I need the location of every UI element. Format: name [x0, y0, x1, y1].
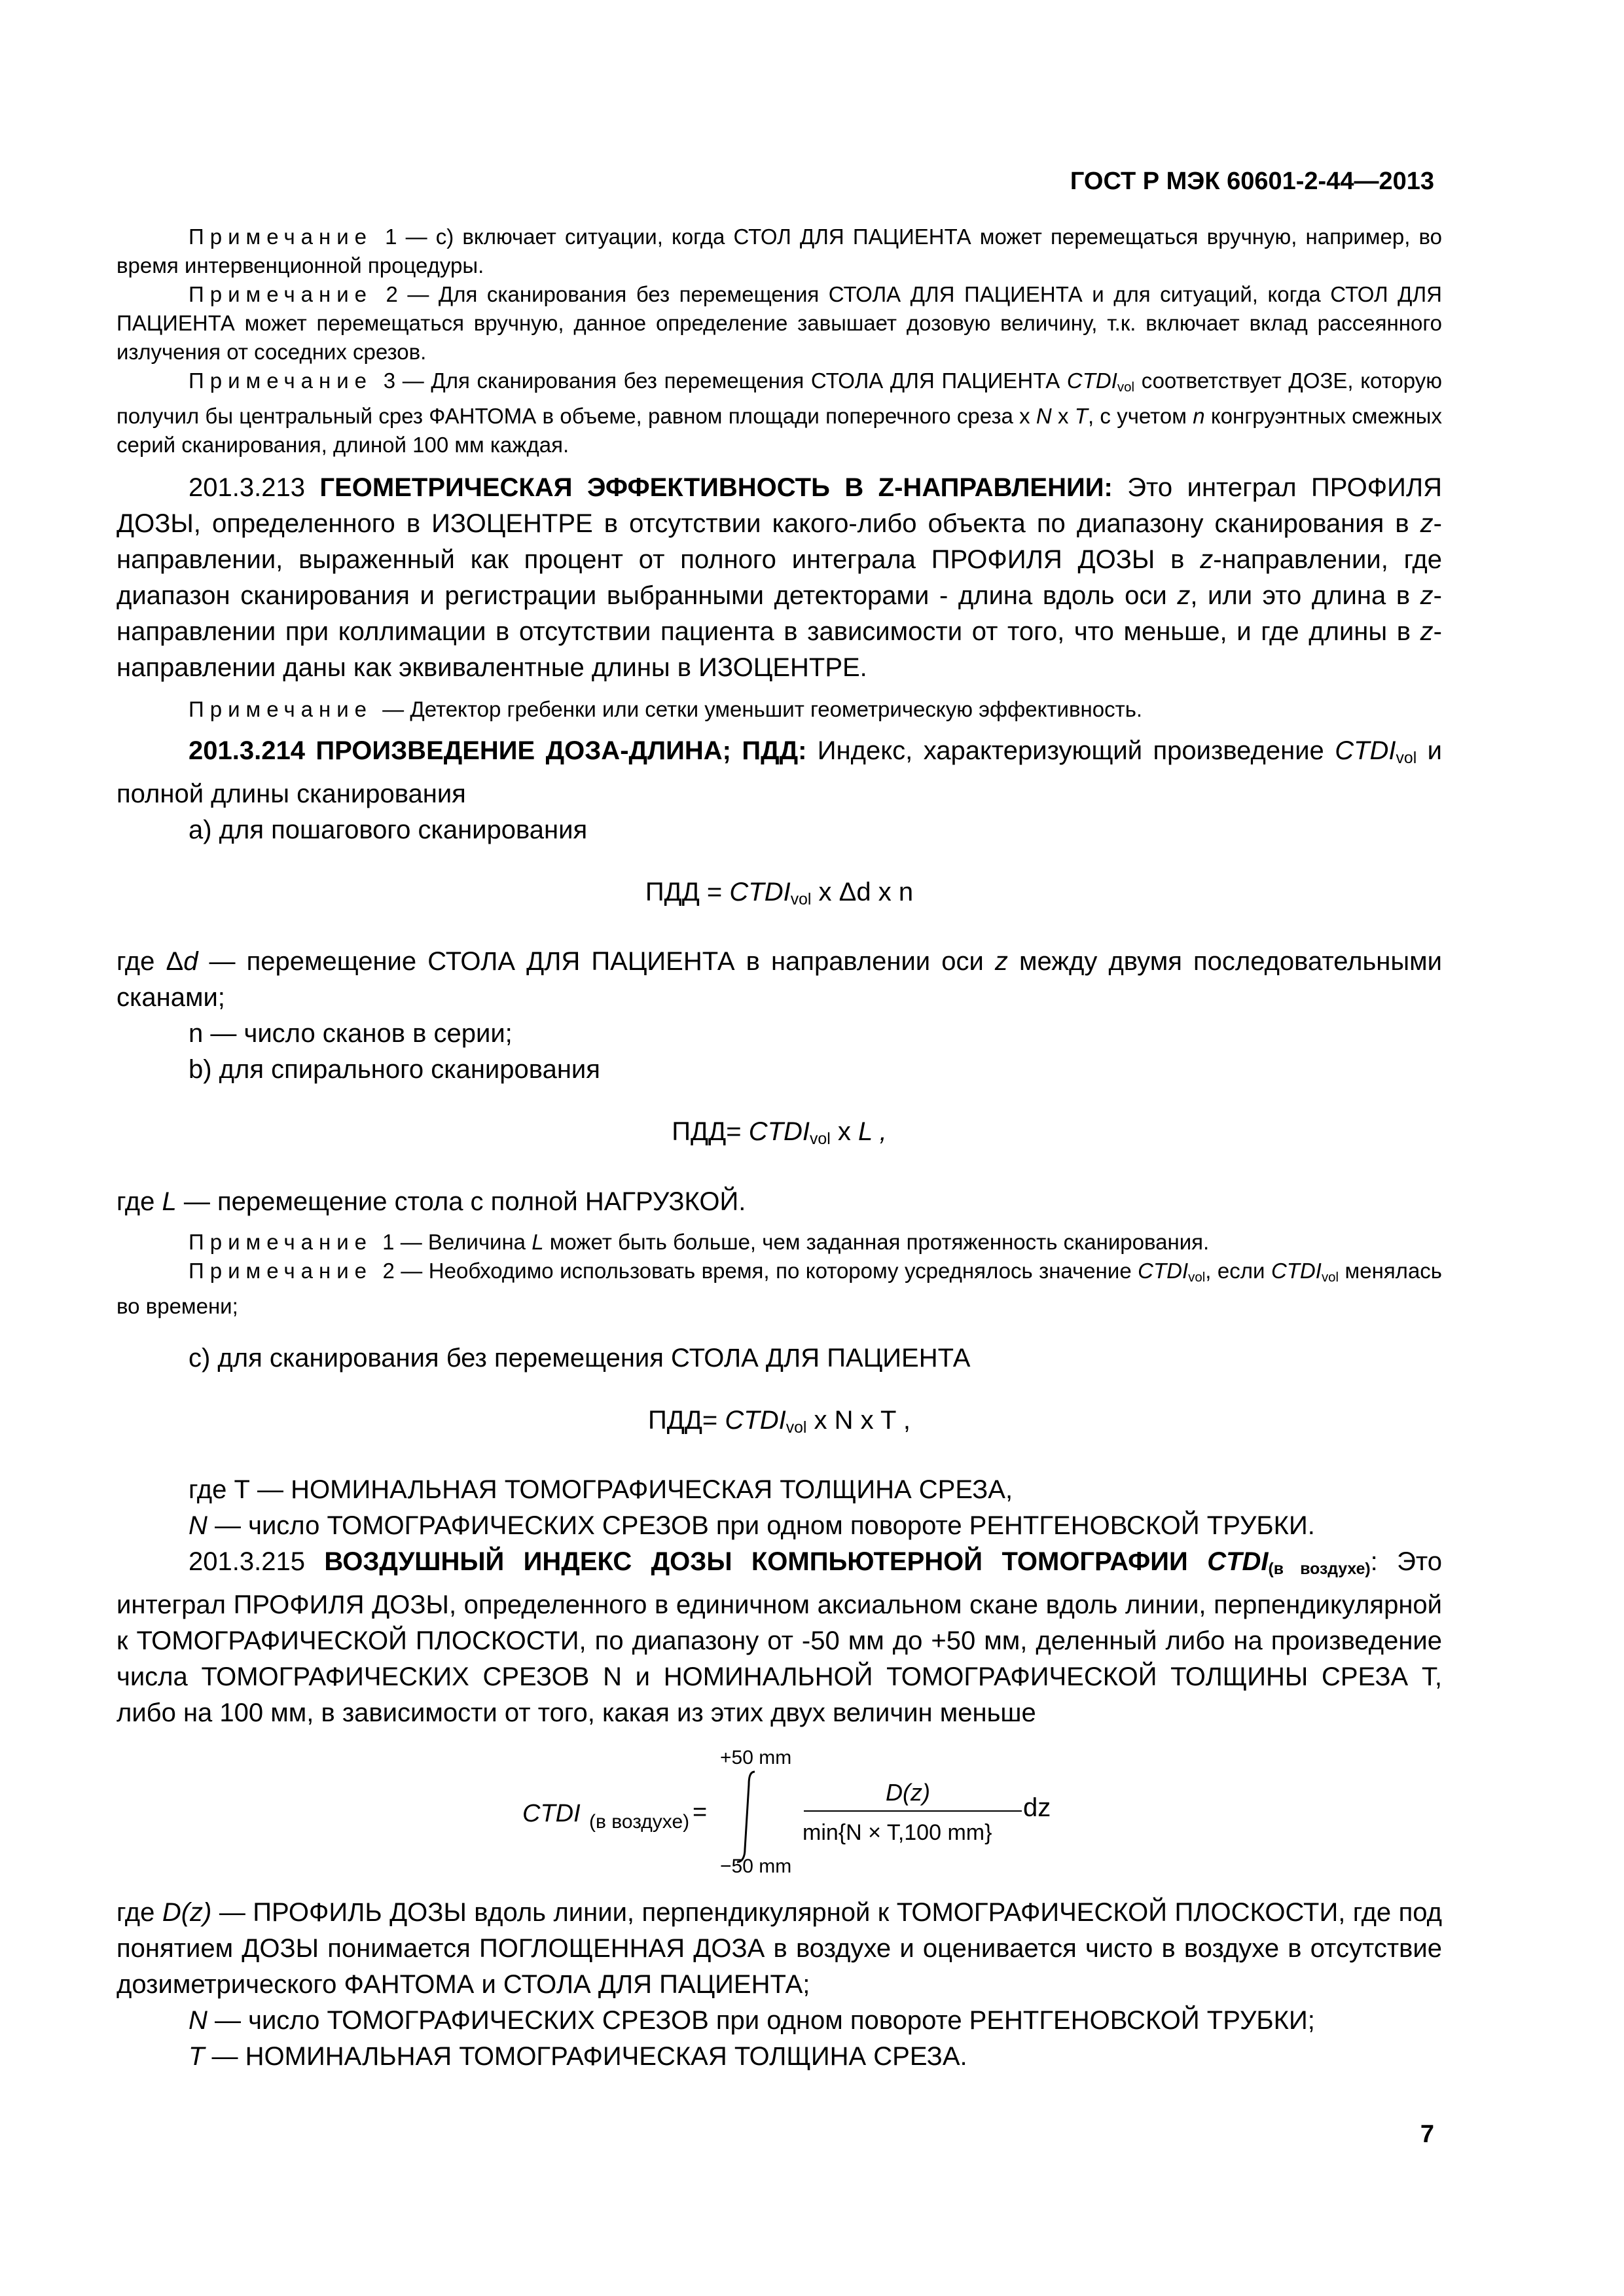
- where-N2: N — число ТОМОГРАФИЧЕСКИХ СРЕЗОВ при одном повороте РЕНТГЕНОВСКОЙ ТРУБКИ;: [189, 2006, 1315, 2036]
- where-Dz: где D(z) — ПРОФИЛЬ ДОЗЫ вдоль линии, перпендикулярной к ТОМОГРАФИЧЕСКОЙ ПЛОСКОСТИ, где под понятием ДОЗЫ понимается ПОГЛОЩЕННАЯ ДОЗА в воздухе и оценивается чисто в воздухе в отсутствие дозиметрического ФАНТОМА и СТОЛА ДЛЯ ПАЦИЕНТА;: [117, 1898, 1442, 2000]
- equals-sign: =: [693, 1799, 708, 1827]
- note-2: Примечание 2 — Для сканирования без перемещения СТОЛА ДЛЯ ПАЦИЕНТА и для ситуаций, когда СТОЛ ДЛЯ ПАЦИЕНТА может перемещаться вручную, данное определение завышает дозовую величину, т.к. включает вклад рассеянного излучения от соседних срезов.: [117, 282, 1442, 364]
- note-214-1: Примечание 1 — Величина L может быть больше, чем заданная протяженность сканирования.: [189, 1229, 1210, 1254]
- ctdi-symbol: CTDI: [522, 1800, 581, 1828]
- where-N: N — число ТОМОГРАФИЧЕСКИХ СРЕЗОВ при одном повороте РЕНТГЕНОВСКОЙ ТРУБКИ.: [189, 1511, 1315, 1540]
- formula-2: $ПДД= CTDI_{vol}$ x L ,: [672, 1117, 887, 1149]
- section-213: 201.3.213 ГЕОМЕТРИЧЕСКАЯ ЭФФЕКТИВНОСТЬ В Z-НАПРАВЛЕНИИ: Это интеграл ПРОФИЛЯ ДОЗЫ, определенного в ИЗОЦЕНТРЕ в отсутствии какого-либо объекта по диапазону сканирования в z-направлении, выраженный как процент от полного интеграла ПРОФИЛЯ ДОЗЫ в z-направлении, где диапазон сканирования и регистрации выбранными детекторами - длина вдоль оси z, или это длина в z-направлении при коллимации в отсутствии пациента в зависимости от того, что меньше, и где длины в z-направлении даны как эквивалентные длины в ИЗОЦЕНТРЕ.: [117, 473, 1443, 683]
- section-title: ВОЗДУШНЫЙ ИНДЕКС ДОЗЫ КОМПЬЮТЕРНОЙ ТОМОГРАФИИ: [324, 1547, 1208, 1576]
- ctdi-subscript: (в воздухе): [589, 1811, 690, 1833]
- where-T2: T — НОМИНАЛЬНАЯ ТОМОГРАФИЧЕСКАЯ ТОЛЩИНА СРЕЗА.: [189, 2042, 967, 2072]
- where-L: где L — перемещение стола с полной НАГРУЗКОЙ.: [117, 1187, 746, 1216]
- where-n: n — число сканов в серии;: [189, 1019, 513, 1049]
- note-1: Примечание 1 — с) включает ситуации, когда СТОЛ ДЛЯ ПАЦИЕНТА может перемещаться вручную, например, во время интервенционной процедуры.: [117, 224, 1442, 278]
- note-label: Примечание: [189, 282, 373, 306]
- upper-limit: +50 mm: [720, 1747, 792, 1769]
- lower-limit: −50 mm: [720, 1856, 792, 1876]
- numerator: D(z): [886, 1779, 930, 1806]
- denominator: min{N × T,100 mm}: [803, 1820, 992, 1846]
- formula-1: ПДД = $CTDI_{vol}$ x Δd x n: [645, 878, 914, 909]
- note-label: Примечание: [189, 1229, 373, 1254]
- note-label: Примечание: [189, 697, 373, 722]
- section-title: 201.3.214 ПРОИЗВЕДЕНИЕ ДОЗА-ДЛИНА; ПДД:: [189, 736, 807, 766]
- page-number: 7: [1420, 2121, 1434, 2148]
- note-label: Примечание: [189, 368, 373, 393]
- note-label: Примечание: [189, 1258, 373, 1283]
- item-b: b) для спирального сканирования: [189, 1055, 600, 1085]
- section-title: ГЕОМЕТРИЧЕСКАЯ ЭФФЕКТИВНОСТЬ В Z-НАПРАВЛЕНИИ:: [319, 473, 1113, 503]
- formula-3: $ПДД= CTDI_{vol}$ x N x T ,: [648, 1405, 911, 1437]
- page-header: ГОСТ Р МЭК 60601-2-44—2013: [1070, 168, 1434, 195]
- item-c: c) для сканирования без перемещения СТОЛА ДЛЯ ПАЦИЕНТА: [189, 1343, 971, 1372]
- note-label: Примечание: [189, 224, 373, 249]
- note-213: Примечание — Детектор гребенки или сетки уменьшит геометрическую эффективность.: [189, 697, 1143, 722]
- item-a: а) для пошагового сканирования: [189, 816, 588, 845]
- integral-formula: [117, 1744, 1442, 1875]
- where-T: где Т — НОМИНАЛЬНАЯ ТОМОГРАФИЧЕСКАЯ ТОЛЩИНА СРЕЗА,: [189, 1475, 1013, 1504]
- note-3: Примечание 3 — Для сканирования без перемещения СТОЛА ДЛЯ ПАЦИЕНТА $CTDI_{vol}$ соответствует ДОЗЕ, которую получил бы центральный срез ФАНТОМА в объеме, равном площади поперечного среза х N х T, с учетом n конгруэнтных смежных серий сканирования, длиной 100 мм каждая.: [117, 368, 1442, 457]
- section-214: 201.3.214 ПРОИЗВЕДЕНИЕ ДОЗА-ДЛИНА; ПДД: Индекс, характеризующий произведение $CTDI_{vol}$ и полной длины сканирования: [117, 736, 1442, 809]
- page-content: [117, 223, 1442, 2075]
- dz: dz: [1023, 1793, 1051, 1823]
- integral-sign: [737, 1772, 755, 1862]
- note-214-2: Примечание 2 — Необходимо использовать время, по которому усреднялось значение $CTDI_{vol}$, если $CTDI_{vol}$ менялась во времени;: [117, 1258, 1442, 1318]
- section-215: 201.3.215 ВОЗДУШНЫЙ ИНДЕКС ДОЗЫ КОМПЬЮТЕРНОЙ ТОМОГРАФИИ $CTDI_{(в воздухе)}$: Это интеграл ПРОФИЛЯ ДОЗЫ, определенного в единичном аксиальном скане вдоль линии, перпендикулярной к ТОМОГРАФИЧЕСКОЙ ПЛОСКОСТИ, по диапазону от -50 мм до +50 мм, деленный либо на произведение числа ТОМОГРАФИЧЕСКИХ СРЕЗОВ N и НОМИНАЛЬНОЙ ТОМОГРАФИЧЕСКОЙ ТОЛЩИНЫ СРЕЗА Т, либо на 100 мм, в зависимости от того, какая из этих двух величин меньше: [117, 1547, 1443, 1728]
- where-dd: где Δd — перемещение СТОЛА ДЛЯ ПАЦИЕНТА в направлении оси z между двумя последовательными сканами;: [117, 947, 1442, 1013]
- integral-svg: [117, 1744, 1442, 1875]
